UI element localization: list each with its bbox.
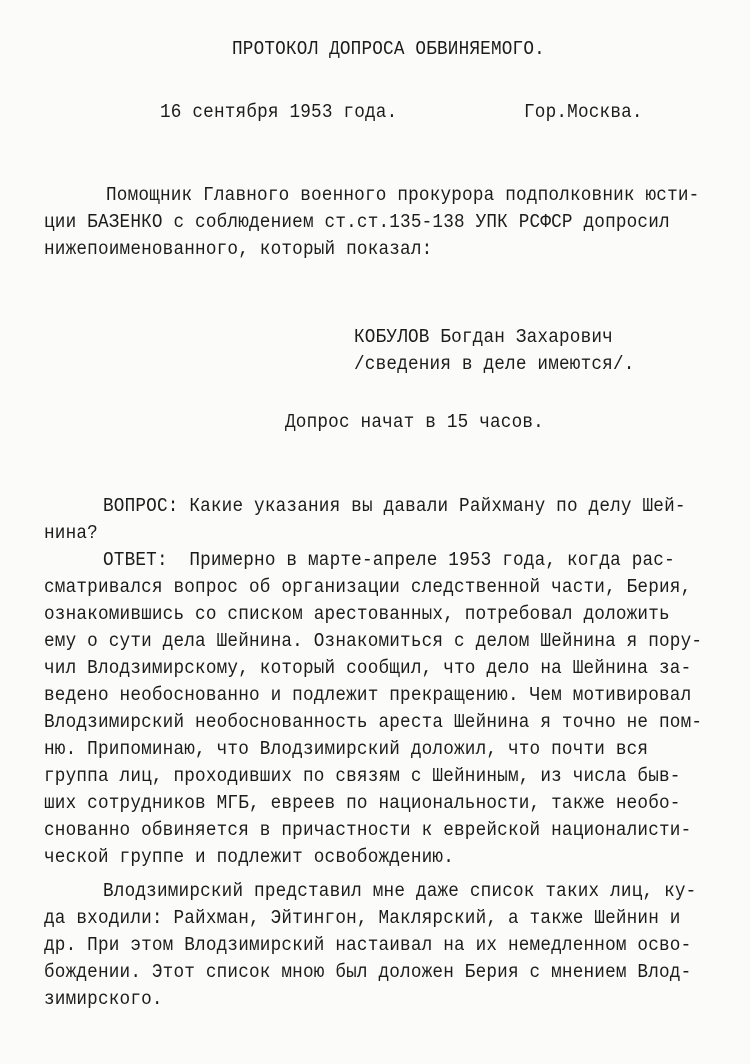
body-line: сматривался вопрос об организации следственной части, Берия,: [44, 576, 692, 598]
accused-name: КОБУЛОВ Богдан Захарович: [354, 326, 613, 348]
body-line: группа лиц, проходивших по связям с Шейниным, из числа быв-: [44, 765, 681, 787]
start-time: Допрос начат в 15 часов.: [285, 411, 544, 433]
accused-note: /сведения в деле имеются/.: [354, 353, 635, 375]
body-line: зимирского.: [44, 988, 163, 1010]
body-line: др. При этом Влодзимирский настаивал на их немедленном осво-: [44, 934, 692, 956]
document-date: 16 сентября 1953 года.: [160, 101, 398, 123]
intro-line: Помощник Главного военного прокурора подполковник юсти-: [106, 184, 700, 206]
body-line: ОТВЕТ: Примерно в марте-апреле 1953 года, когда рас-: [103, 549, 675, 571]
body-line: Влодзимирский необоснованность ареста Шейнина я точно не пом-: [44, 711, 703, 733]
body-line: снованно обвиняется в причастности к еврейской националисти-: [44, 819, 692, 841]
document-title: ПРОТОКОЛ ДОПРОСА ОБВИНЯЕМОГО.: [232, 38, 545, 60]
body-line: Влодзимирский представил мне даже список таких лиц, ку-: [103, 880, 697, 902]
body-line: да входили: Райхман, Эйтингон, Маклярский, а также Шейнин и: [44, 907, 681, 929]
body-line: чил Влодзимирскому, который сообщил, что дело на Шейнина за-: [44, 657, 692, 679]
body-line: ознакомившись со списком арестованных, потребовал доложить: [44, 603, 670, 625]
body-line: ВОПРОС: Какие указания вы давали Райхману по делу Шей-: [103, 495, 686, 517]
body-line: нина?: [44, 522, 98, 544]
body-line: ему о сути дела Шейнина. Ознакомиться с делом Шейнина я пору-: [44, 630, 703, 652]
body-line: ведено необоснованно и подлежит прекращению. Чем мотивировал: [44, 684, 692, 706]
intro-line: ции БАЗЕНКО с соблюдением ст.ст.135-138 УПК РСФСР допросил: [44, 211, 670, 233]
body-line: ню. Припоминаю, что Влодзимирский доложил, что почти вся: [44, 738, 649, 760]
intro-line: нижепоименованного, который показал:: [44, 238, 433, 260]
body-line: бождении. Этот список мною был доложен Берия с мнением Влод-: [44, 961, 692, 983]
body-line: ших сотрудников МГБ, евреев по национальности, также необо-: [44, 792, 681, 814]
body-line: ческой группе и подлежит освобождению.: [44, 846, 455, 868]
document-place: Гор.Москва.: [524, 101, 643, 123]
